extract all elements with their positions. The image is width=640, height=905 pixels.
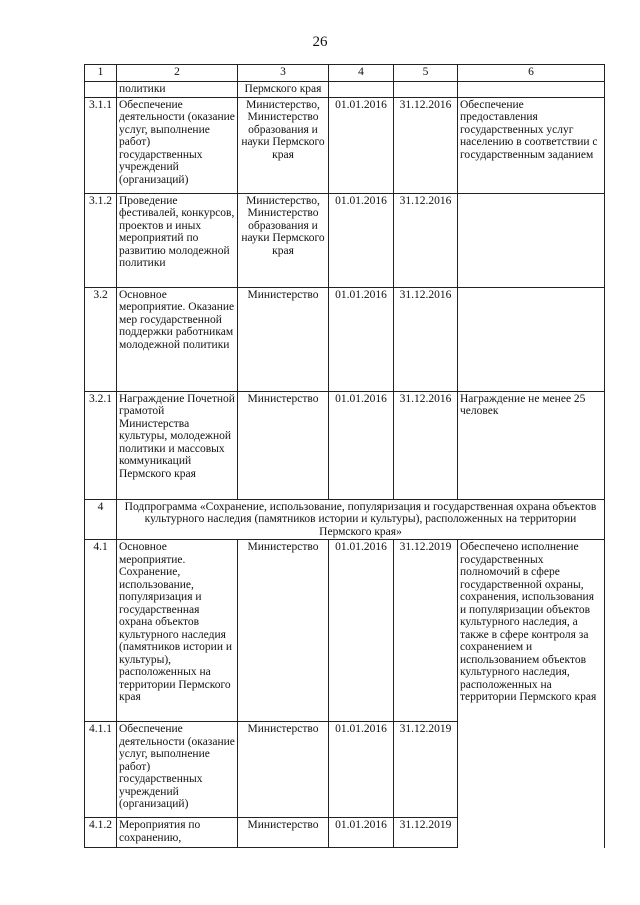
row-name: Обеспечение деятельности (оказание услуг, выполнение работ) государственных учреждений (организаций) [117,722,238,818]
row-start [329,82,394,98]
table-row [85,391,605,499]
row-executor: Министерство [238,391,329,499]
row-result: Награждение не менее 25 человек [458,391,605,499]
row-result [458,82,605,98]
row-number: 4.1.2 [85,818,117,848]
row-executor: Министерство [238,722,329,818]
row-end: 31.12.2019 [394,540,458,722]
row-name: Мероприятия по сохранению, [117,818,238,848]
row-end: 31.12.2016 [394,193,458,287]
merged-result-cell: Обеспечено исполнение государственных полномочий в сфере государственной охраны, сохранения, использования и популяризации объектов культурного наследия, а также в сфере контроля за сохранением и использованием объектов культурного наследия, расположенных на территории Пермского края [458,540,605,848]
row-start: 01.01.2016 [329,193,394,287]
row-start: 01.01.2016 [329,722,394,818]
header-cell: 4 [329,65,394,82]
row-name: Награждение Почетной грамотой Министерства культуры, молодежной политики и массовых коммуникаций Пермского края [117,391,238,499]
row-result [458,193,605,287]
row-result [458,287,605,391]
table-row [85,193,605,287]
row-result: Обеспечение предоставления государственных услуг населению в соответствии с государственным заданием [458,97,605,193]
row-number: 4.1.1 [85,722,117,818]
row-end: 31.12.2016 [394,287,458,391]
subprogram-row [85,499,605,540]
header-cell: 6 [458,65,605,82]
table-header-row [85,65,605,82]
row-executor: Министерство [238,540,329,722]
row-name: Основное мероприятие. Сохранение, использование, популяризация и государственная охрана объектов культурного наследия (памятников истории и культуры), расположенных на территории Пермского края [117,540,238,722]
row-end [394,82,458,98]
row-number: 3.1.2 [85,193,117,287]
row-start: 01.01.2016 [329,818,394,848]
header-cell: 3 [238,65,329,82]
table-row [85,97,605,193]
table-row [85,540,605,722]
page-number: 26 [312,34,328,50]
row-number: 3.2 [85,287,117,391]
subprogram-number: 4 [85,499,117,540]
header-cell: 5 [394,65,458,82]
row-start: 01.01.2016 [329,391,394,499]
row-name: Обеспечение деятельности (оказание услуг, выполнение работ) государственных учреждений (организаций) [117,97,238,193]
row-executor: Министерство, Министерство образования и науки Пермского края [238,193,329,287]
row-executor: Министерство, Министерство образования и науки Пермского края [238,97,329,193]
subprogram-title: Подпрограмма «Сохранение, использование, популяризация и государственная охрана объектов культурного наследия (памятников истории и культуры), расположенных на территории Пермского края» [117,499,605,540]
row-executor: Пермского края [238,82,329,98]
plan-table [84,64,605,848]
header-cell: 1 [85,65,117,82]
row-number: 3.1.1 [85,97,117,193]
row-end: 31.12.2019 [394,818,458,848]
row-executor: Министерство [238,818,329,848]
row-name: политики [117,82,238,98]
row-start: 01.01.2016 [329,97,394,193]
row-end: 31.12.2019 [394,722,458,818]
table-row [85,82,605,98]
header-cell: 2 [117,65,238,82]
row-number: 4.1 [85,540,117,722]
row-number: 3.2.1 [85,391,117,499]
table-row [85,287,605,391]
row-end: 31.12.2016 [394,391,458,499]
row-start: 01.01.2016 [329,540,394,722]
row-end: 31.12.2016 [394,97,458,193]
row-name: Основное мероприятие. Оказание мер государственной поддержки работникам молодежной политики [117,287,238,391]
row-name: Проведение фестивалей, конкурсов, проектов и иных мероприятий по развитию молодежной политики [117,193,238,287]
row-start: 01.01.2016 [329,287,394,391]
row-executor: Министерство [238,287,329,391]
row-number [85,82,117,98]
